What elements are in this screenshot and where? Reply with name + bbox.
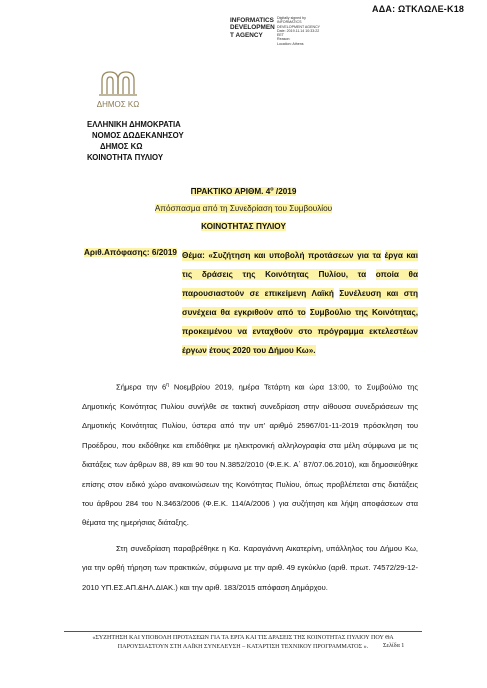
decision-number [84,248,177,257]
footer-line: ΠΑΡΟΥΣΙΑΣΤΟΥΝ ΣΤΗ ΛΑΪΚΗ ΣΥΝΕΛΕΥΣΗ – ΚΑΤΑΡΤΙΣΗ ΤΕΧΝΙΚΟΥ ΠΡΟΓΡΑΜΜΑΤΟΣ ». [117,644,369,650]
page-footer [64,634,422,652]
subject-line: οποία θα παρουσιαστούν σε επικείμενη Λαϊκή [182,270,419,298]
footer-line: «ΣΥΖΗΤΗΣΗ ΚΑΙ ΥΠΟΒΟΛΗ ΠΡΟΤΑΣΕΩΝ ΓΙΑ ΤΑ ΕΡΓΑ ΚΑΙ ΤΙΣ ΔΡΑΣΕΙΣ ΤΗΣ ΚΟΙΝΟΤΗΤΑΣ ΠΥΛΙΟΥ ΠΟΥ ΘΑ [92,635,394,641]
digital-signature-details [277,16,323,46]
subject-line: ενταχθούν στο πρόγραμμα εκτελεστέων έργων [182,327,418,355]
signature-agency-line: INFORMATICS [230,17,274,24]
signature-agency-line: T AGENCY [230,31,263,39]
footer-divider [64,631,422,632]
page-number: Σελίδα 1 [383,643,405,649]
authority-country: ΕΛΛΗΝΙΚΗ ΔΗΜΟΚΡΑΤΙΑ [87,120,181,129]
community-title [0,222,487,231]
signature-detail-line: Reason: [277,37,291,42]
authority-community: ΚΟΙΝΟΤΗΤΑ ΠΥΛΙΟΥ [87,153,164,162]
body-text: Σήμερα την 6 [116,382,167,392]
minutes-title-prefix: ΠΡΑΚΤΙΚΟ ΑΡΙΘΜ. 4 [190,186,271,196]
extract-title [0,204,487,213]
subject-line: έτους 2020 του Δήμου Κω». [209,346,316,355]
body-text: Νοεμβρίου 2019, ημέρα Τετάρτη και ώρα 13:00, το Συμβούλιο της Δημοτικής Κοινότητας Πυλίου συνήλθε σε τακτική συνεδρίαση στην αίθουσα συνεδριάσεων της Δημοτικής Κοινότητας Πυλίου, ύστερα από την υπ' αριθμό 25967/01-11-2019 πρόσκληση του Προέδρου, που εκδόθηκε και επιδόθηκε με ηλεκτρονική αλληλογραφία στα μέλη σύμφωνα με τις διατάξεις των άρθρων 88, 89 και 90 του Ν.3852/2010 (Φ.Ε.Κ. Α΄ 87/07.06.2010), και δημοσιεύθηκε επίσης στον ειδικό χώρο ανακοινώσεων της Κοινότητας Πυλίου, όπως προβλέπεται στις διατάξεις του άρθρου 284 του Ν.3463/2006 (Φ.Ε.Κ. 114/Α/2006 ) για συζήτηση και λήψη αποφάσεων στα θέματα της ημερήσιας διάταξης. [82,382,418,528]
minutes-title-suffix: /2019 [273,186,297,196]
municipality-logo [88,66,148,109]
decision-subject [182,246,418,360]
decision-number-text: Αριθ.Απόφασης: 6/2019 [84,248,177,257]
subject-line: έργα και τις δράσεις της Κοινότητας Πυλίου, τα [182,251,418,279]
minutes-title [0,186,487,196]
subject-line: Συνέλευση και στη συνέχεια θα εγκριθούν από το [182,289,419,317]
issuing-authority [86,119,184,163]
subject-line: Θέμα: «Συζήτηση και υποβολή προτάσεων για τα [182,251,381,260]
minutes-body [82,376,418,597]
temple-columns-icon [96,66,140,98]
minutes-title-sup: ο [270,186,274,192]
signature-agency-line: DEVELOPMEN [230,24,275,32]
logo-text: ΔΗΜΟΣ ΚΩ [96,100,140,109]
body-sup: η [166,382,170,388]
signature-detail-line: EET [277,33,284,38]
signature-detail-line: DEVELOPMENT AGENCY [277,24,321,29]
ada-code: ΑΔΑ: ΩΤΚΛΩΛΕ-Κ18 [372,4,465,14]
body-paragraph-session [82,376,418,533]
signature-detail-line: Date: 2019.11.14 10:33:22 [277,28,320,33]
extract-title-text: Απόσπασμα από τη Συνεδρίαση του Συμβουλίου [154,204,333,213]
authority-municipality: ΔΗΜΟΣ ΚΩ [100,142,143,151]
community-title-text: ΚΟΙΝΟΤΗΤΑΣ ΠΥΛΙΟΥ [201,222,286,231]
authority-prefecture: ΝΟΜΟΣ ΔΩΔΕΚΑΝΗΣΟΥ [92,131,184,140]
body-paragraph-secretary: Στη συνεδρίαση παραβρέθηκε η Κα. Καραγιάννη Αικατερίνη, υπάλληλος του Δήμου Κω, για την ορθή τήρηση των πρακτικών, σύμφωνα με την αριθ. 49 εγκύκλιο (αριθ. πρωτ. 74572/29-12-2010 ΥΠ.ΕΣ.ΑΠ.&ΗΛ.ΔΙΑΚ.) και την αριθ. 183/2015 απόφαση Δημάρχου. [82,543,418,592]
digital-signature-agency [230,17,275,39]
signature-detail-line: Digitally signed by [277,16,306,20]
signature-detail-line: INFORMATICS [277,20,302,25]
signature-detail-line: Location: Athens [277,41,304,46]
subject-line: Συμβούλιο της Κοινότητας, προκειμένου να [182,308,419,336]
